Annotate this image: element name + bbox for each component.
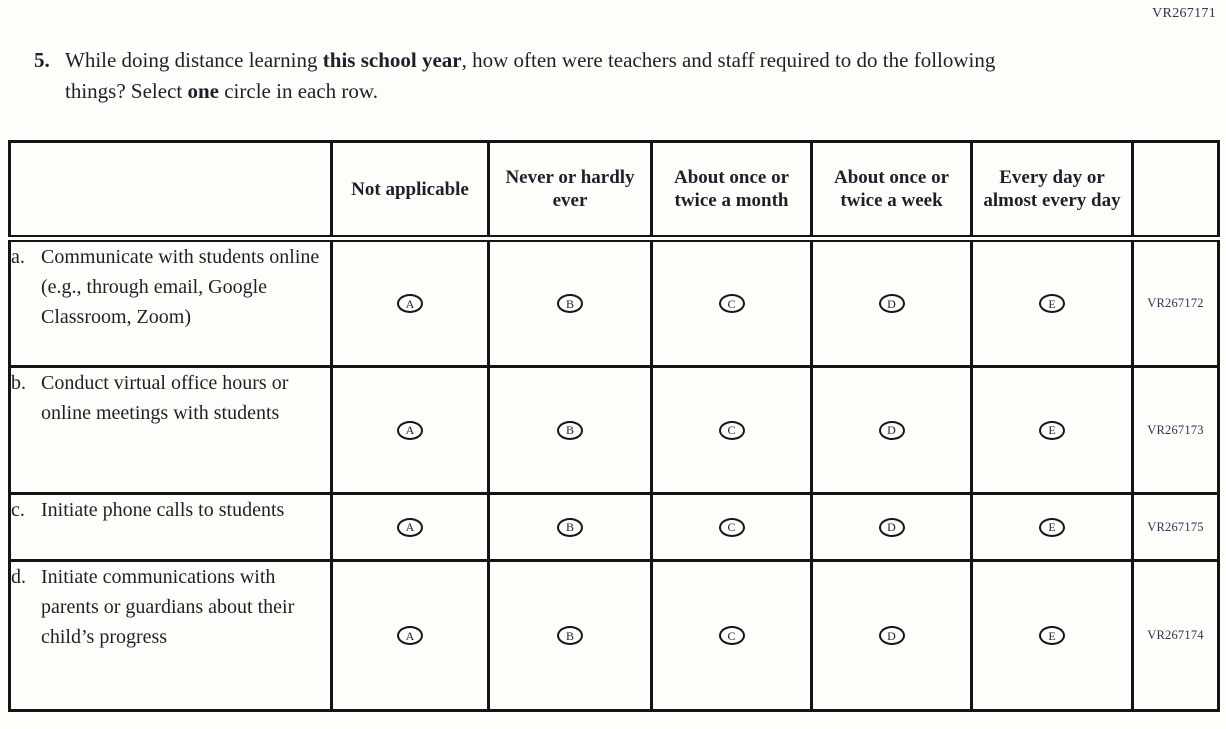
- question-number: 5.: [34, 48, 50, 72]
- option-bubble-c[interactable]: C: [719, 518, 745, 537]
- header-row: [10, 142, 1219, 239]
- option-cell-a: [332, 494, 489, 561]
- row-letter: d.: [11, 566, 26, 588]
- row-form-code: VR267175: [1133, 494, 1219, 561]
- header-once-twice-week: About once or twice a week: [812, 142, 972, 239]
- option-cell-c: [652, 239, 812, 367]
- option-bubble-b[interactable]: B: [557, 294, 583, 313]
- option-bubble-c[interactable]: C: [719, 421, 745, 440]
- row-label-cell: [10, 561, 332, 711]
- row-form-code: VR267172: [1133, 239, 1219, 367]
- option-cell-c: [652, 561, 812, 711]
- option-cell-e: [972, 367, 1133, 494]
- row-label-cell: [10, 239, 332, 367]
- option-cell-c: [652, 494, 812, 561]
- option-bubble-a[interactable]: A: [397, 518, 423, 537]
- question-text-bold2: one: [187, 79, 219, 103]
- row-label: Initiate phone calls to students: [41, 499, 285, 521]
- row-letter: b.: [11, 372, 26, 394]
- question-text-part1: While doing distance learning: [65, 48, 323, 72]
- row-label: Conduct virtual office hours or online meetings with students: [41, 372, 289, 424]
- option-cell-b: [489, 494, 652, 561]
- header-never-hardly-ever: Never or hardly ever: [489, 142, 652, 239]
- option-cell-e: [972, 494, 1133, 561]
- option-cell-e: [972, 239, 1133, 367]
- option-bubble-e[interactable]: E: [1039, 294, 1065, 313]
- question-text-bold1: this school year: [322, 48, 462, 72]
- header-once-twice-month: About once or twice a month: [652, 142, 812, 239]
- option-bubble-b[interactable]: B: [557, 421, 583, 440]
- option-cell-d: [812, 239, 972, 367]
- header-empty-label: [10, 142, 332, 239]
- header-not-applicable: Not applicable: [332, 142, 489, 239]
- question-text-part3: circle in each row.: [218, 79, 378, 103]
- option-cell-b: [489, 561, 652, 711]
- option-cell-b: [489, 367, 652, 494]
- header-every-day: Every day or almost every day: [972, 142, 1133, 239]
- table-row: [10, 561, 1219, 711]
- option-bubble-b[interactable]: B: [557, 626, 583, 645]
- option-bubble-d[interactable]: D: [879, 294, 905, 313]
- option-cell-e: [972, 561, 1133, 711]
- row-letter: a.: [11, 246, 25, 268]
- question-block: [34, 45, 1024, 107]
- option-bubble-e[interactable]: E: [1039, 421, 1065, 440]
- option-cell-a: [332, 561, 489, 711]
- option-bubble-c[interactable]: C: [719, 294, 745, 313]
- option-bubble-d[interactable]: D: [879, 421, 905, 440]
- row-form-code: VR267174: [1133, 561, 1219, 711]
- table-row: [10, 494, 1219, 561]
- option-bubble-b[interactable]: B: [557, 518, 583, 537]
- option-cell-c: [652, 367, 812, 494]
- header-empty-code: [1133, 142, 1219, 239]
- option-cell-a: [332, 239, 489, 367]
- row-label-cell: [10, 494, 332, 561]
- page-form-code: VR267171: [1152, 6, 1216, 21]
- row-label: Initiate communications with parents or guardians about their child’s progress: [41, 566, 295, 648]
- option-bubble-a[interactable]: A: [397, 626, 423, 645]
- option-cell-a: [332, 367, 489, 494]
- table-row: [10, 367, 1219, 494]
- question-text-part2: , how often were teachers and staff required to do the following things? Select: [65, 48, 996, 103]
- row-label-cell: [10, 367, 332, 494]
- row-form-code: VR267173: [1133, 367, 1219, 494]
- option-cell-d: [812, 367, 972, 494]
- option-cell-d: [812, 561, 972, 711]
- row-letter: c.: [11, 499, 25, 521]
- option-bubble-a[interactable]: A: [397, 421, 423, 440]
- option-cell-b: [489, 239, 652, 367]
- row-label: Communicate with students online (e.g., through email, Google Classroom, Zoom): [41, 246, 320, 328]
- option-bubble-e[interactable]: E: [1039, 518, 1065, 537]
- question-text: [65, 45, 1020, 107]
- option-bubble-a[interactable]: A: [397, 294, 423, 313]
- option-cell-d: [812, 494, 972, 561]
- option-bubble-c[interactable]: C: [719, 626, 745, 645]
- response-grid: [8, 140, 1220, 712]
- option-bubble-e[interactable]: E: [1039, 626, 1065, 645]
- option-bubble-d[interactable]: D: [879, 518, 905, 537]
- table-row: [10, 239, 1219, 367]
- option-bubble-d[interactable]: D: [879, 626, 905, 645]
